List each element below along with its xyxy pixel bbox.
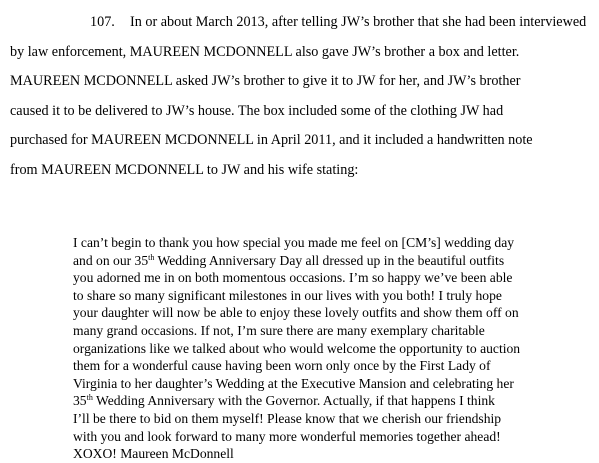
quote-text: 35 <box>73 393 87 409</box>
quote-line: I can’t begin to thank you how special you made me feel on [CM’s] wedding day <box>73 235 515 250</box>
paragraph-107 <box>10 8 595 185</box>
ordinal-suffix: th <box>86 393 93 403</box>
quote-text: and on our 35 <box>73 252 149 268</box>
paragraph-line: caused it to be delivered to JW’s house. The box included some of the clothing JW had <box>10 102 504 119</box>
quote-line: I’ll be there to bid on them myself! Please know that we cherish our friendship <box>73 410 502 426</box>
paragraph-line: purchased for MAUREEN MCDONNELL in April 2011, and it included a handwritten note <box>10 132 533 148</box>
quote-line: them for a wonderful cause having been worn only once by the First Lady of <box>73 358 491 374</box>
paragraph-line <box>10 8 595 38</box>
block-quote-note <box>73 234 583 463</box>
paragraph-line-text: In or about March 2013, after telling JW’s brother that she had been interviewed <box>130 14 587 30</box>
paragraph-number: 107. <box>90 14 115 30</box>
ordinal-suffix: th <box>148 252 155 262</box>
quote-text: Wedding Anniversary Day all dressed up in the beautiful outfits <box>154 252 505 268</box>
quote-line: you adorned me in on both momentous occasions. I’m so happy we’ve been able <box>73 270 513 286</box>
quote-line: your daughter will now be able to enjoy these lovely outfits and show them off on <box>73 305 519 321</box>
paragraph-line: by law enforcement, MAUREEN MCDONNELL also gave JW’s brother a box and letter. <box>10 43 520 60</box>
quote-signature: XOXO! Maureen McDonnell <box>73 446 234 462</box>
quote-text: Wedding Anniversary with the Governor. Actually, if that happens I think <box>92 393 495 409</box>
quote-line <box>73 252 583 270</box>
paragraph-line: from MAUREEN MCDONNELL to JW and his wife stating: <box>10 161 359 178</box>
quote-line <box>73 392 583 410</box>
quote-line: organizations like we talked about who would welcome the opportunity to auction <box>73 340 521 356</box>
quote-line: to share so many significant milestones in our lives with you both! I truly hope <box>73 287 502 303</box>
quote-line: with you and look forward to many more wonderful memories together ahead! <box>73 428 501 444</box>
quote-line: many grand occasions. If not, I’m sure there are many exemplary charitable <box>73 322 485 338</box>
quote-line: Virginia to her daughter’s Wedding at the Executive Mansion and celebrating her <box>73 375 514 391</box>
paragraph-line: MAUREEN MCDONNELL asked JW’s brother to give it to JW for her, and JW’s brother <box>10 73 521 89</box>
